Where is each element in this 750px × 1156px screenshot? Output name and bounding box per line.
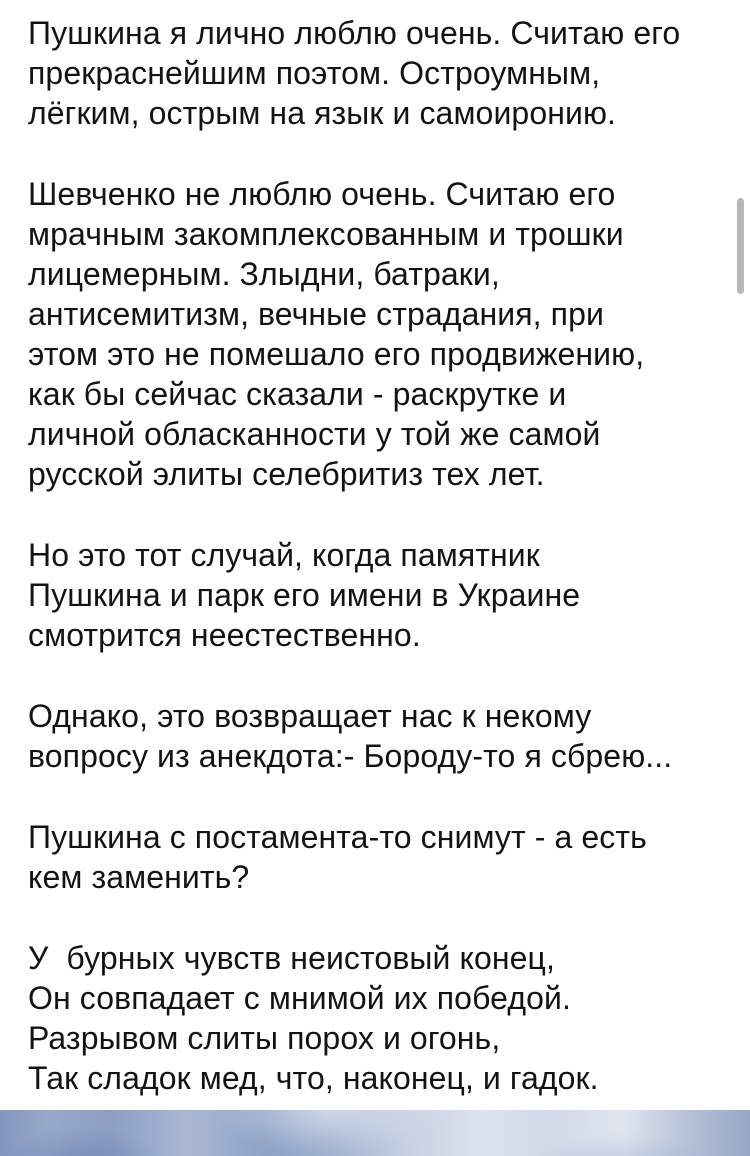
text-line: Но это тот случай, когда памятник	[28, 537, 540, 573]
text-line: Пушкина и парк его имени в Украине	[28, 577, 581, 613]
text-line: лёгким, острым на язык и самоиронию.	[28, 95, 617, 131]
text-line: русской элиты селебритиз тех лет.	[28, 456, 545, 492]
text-line: смотрится неестественно.	[28, 617, 421, 653]
text-line: этом это не помешало его продвижению,	[28, 336, 645, 372]
text-line: как бы сейчас сказали - раскрутке и	[28, 376, 567, 412]
text-line: кем заменить?	[28, 859, 250, 895]
text-line: антисемитизм, вечные страдания, при	[28, 296, 604, 332]
text-line: Однако, это возвращает нас к некому	[28, 698, 592, 734]
poem-line: Он совпадает с мнимой их победой.	[28, 980, 571, 1016]
poem-line: У бурных чувств неистовый конец,	[28, 940, 555, 976]
text-line: вопросу из анекдота:- Бороду-то я сбрею...	[28, 738, 673, 774]
text-line: мрачным закомплексованным и трошки	[28, 216, 624, 252]
poem-line: Разрывом слиты порох и огонь,	[28, 1020, 501, 1056]
text-line: Шевченко не люблю очень. Считаю его	[28, 176, 616, 212]
scrollbar-thumb[interactable]	[737, 198, 744, 294]
text-line: Пушкина я лично люблю очень. Считаю его	[28, 15, 681, 51]
photo-attachment[interactable]	[0, 1110, 750, 1156]
paragraph-monument	[28, 535, 716, 655]
photo-attachment-blur	[0, 1110, 750, 1156]
text-line: личной обласканности у той же самой	[28, 416, 601, 452]
paragraph-pushkin-love	[28, 13, 716, 133]
paragraph-poem	[28, 938, 716, 1098]
text-line: лицемерным. Злыдни, батраки,	[28, 256, 500, 292]
poem-line: Так сладок мед, что, наконец, и гадок.	[28, 1060, 599, 1096]
paragraph-shevchenko	[28, 174, 716, 494]
text-line: Пушкина с постамента-то снимут - а есть	[28, 819, 647, 855]
text-line: прекраснейшим поэтом. Остроумным,	[28, 55, 601, 91]
paragraph-anecdote	[28, 696, 716, 776]
paragraph-question	[28, 817, 716, 897]
